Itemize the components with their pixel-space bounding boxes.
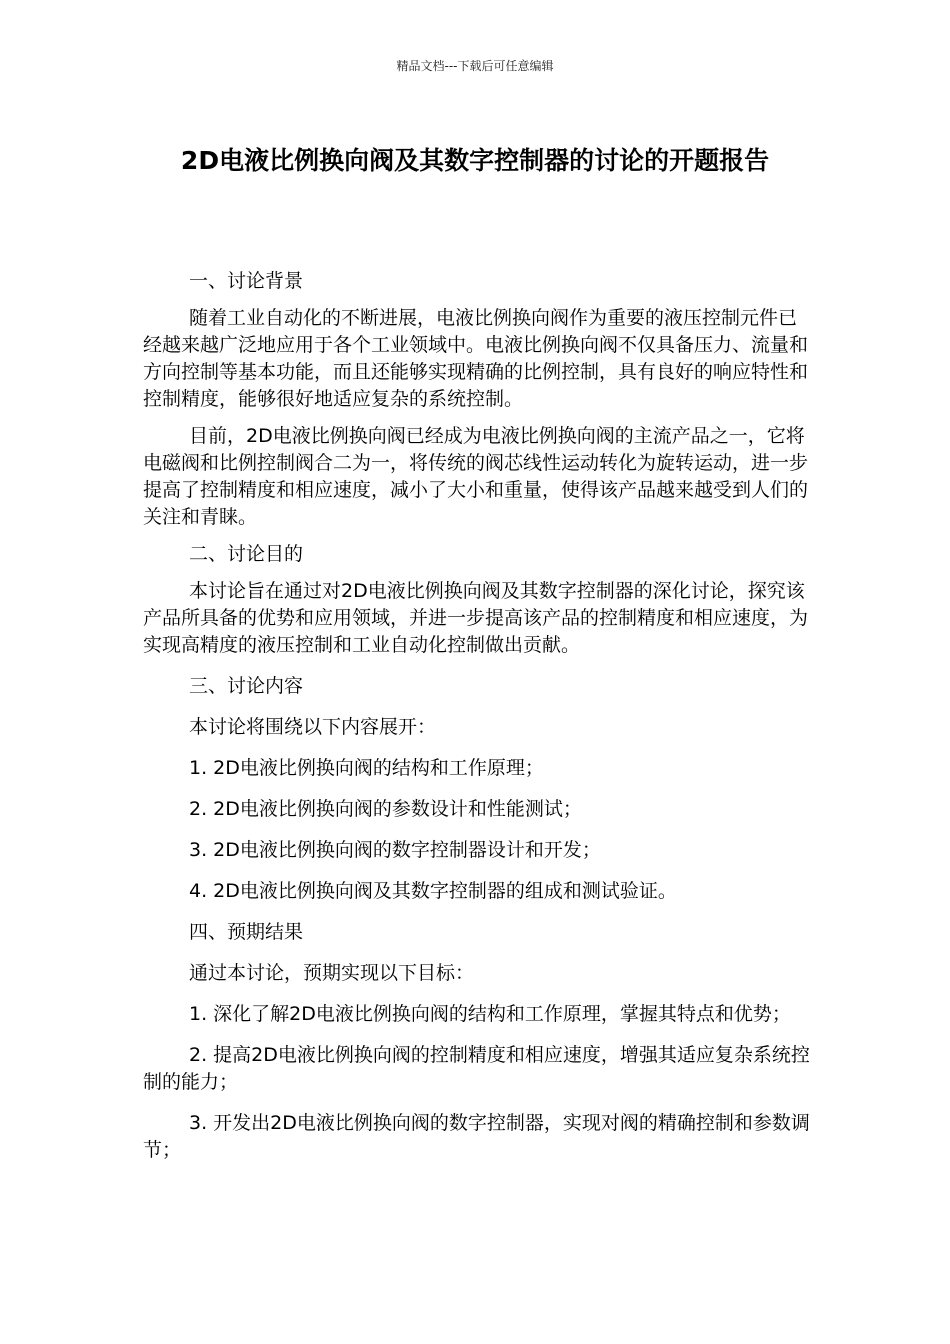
section-heading-background: 一、讨论背景 — [189, 270, 304, 292]
paragraph-background-1: 随着工业自动化的不断进展，电液比例换向阀作为重要的液压控制元件已经越来越广泛地应用于各个工业领域中。电液比例换向阀不仅具备压力、流量和方向控制等基本功能，而且还能够实现精确的比例控制，具有良好的响应特性和控制精度，能够很好地适应复杂的系统控制。 — [143, 307, 809, 410]
paragraph-results-intro: 通过本讨论，预期实现以下目标： — [189, 962, 475, 984]
section-heading-content: 三、讨论内容 — [189, 675, 304, 697]
section-heading-results: 四、预期结果 — [189, 921, 304, 943]
page-header: 精品文档---下载后可任意编辑 — [396, 59, 554, 73]
paragraph-purpose: 本讨论旨在通过对2D电液比例换向阀及其数字控制器的深化讨论，探究该产品所具备的优势和应用领域，并进一步提高该产品的控制精度和相应速度，为实现高精度的液压控制和工业自动化控制做出贡献。 — [143, 580, 809, 656]
section-heading-purpose: 二、讨论目的 — [189, 543, 304, 565]
list-item-result-2: 2. 提高2D电液比例换向阀的控制精度和相应速度，增强其适应复杂系统控制的能力； — [143, 1044, 810, 1093]
list-item-content-1: 1. 2D电液比例换向阀的结构和工作原理； — [189, 757, 544, 779]
document-body — [143, 268, 813, 1164]
list-item-result-1: 1. 深化了解2D电液比例换向阀的结构和工作原理，掌握其特点和优势； — [189, 1003, 791, 1025]
list-item-content-2: 2. 2D电液比例换向阀的参数设计和性能测试； — [189, 798, 582, 820]
list-item-content-3: 3. 2D电液比例换向阀的数字控制器设计和开发； — [189, 839, 601, 861]
list-item-result-3: 3. 开发出2D电液比例换向阀的数字控制器，实现对阀的精确控制和参数调节； — [143, 1112, 810, 1161]
paragraph-background-2: 目前，2D电液比例换向阀已经成为电液比例换向阀的主流产品之一，它将电磁阀和比例控制阀合二为一，将传统的阀芯线性运动转化为旋转运动，进一步提高了控制精度和相应速度，减小了大小和重量，使得该产品越来越受到人们的关注和青睐。 — [143, 425, 809, 528]
document-title: 2D电液比例换向阀及其数字控制器的讨论的开题报告 — [180, 146, 770, 175]
list-item-content-4: 4. 2D电液比例换向阀及其数字控制器的组成和测试验证。 — [189, 880, 677, 902]
paragraph-content-intro: 本讨论将围绕以下内容展开： — [189, 716, 437, 738]
